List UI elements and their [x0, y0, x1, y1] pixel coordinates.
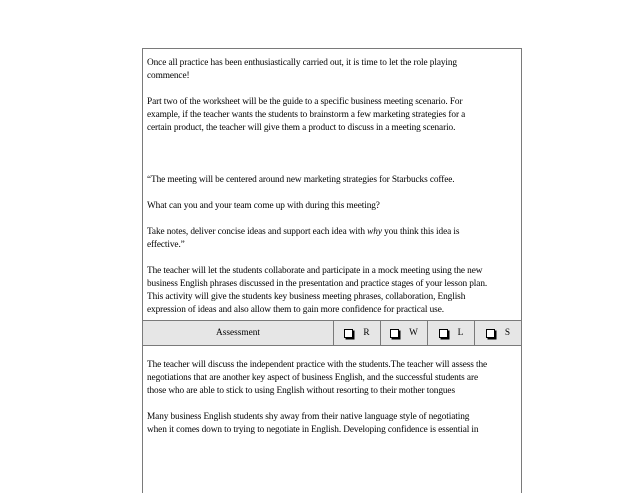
- assessment-row: [143, 321, 521, 345]
- skill-label: R: [363, 328, 370, 338]
- text-line: This activity will give the students key business meeting phrases, collaboration, English: [147, 292, 466, 302]
- assessment-section: [143, 345, 521, 493]
- skill-listening: [428, 321, 475, 345]
- paragraph-independent-practice: [147, 359, 513, 398]
- skill-speaking: [475, 321, 521, 345]
- paragraph-roleplay-intro: [147, 57, 513, 83]
- text-line: those who are able to stick to using English without resorting to their mother tongues: [147, 386, 455, 396]
- practice-section: [143, 49, 521, 321]
- text-line: business English phrases discussed in the presentation and practice stages of your lesson plan.: [147, 279, 488, 289]
- text-line: The teacher will discuss the independent practice with the students.The teacher will assess the: [147, 360, 488, 370]
- text-line: What can you and your team come up with during this meeting?: [147, 201, 380, 211]
- emphasis-why: why: [367, 227, 382, 237]
- checkbox-icon[interactable]: [486, 329, 495, 338]
- text-line: you think this idea is: [381, 227, 460, 237]
- skill-reading: [334, 321, 381, 345]
- text-line: Many business English students shy away from their native language style of negotiating: [147, 412, 470, 422]
- lesson-plan-page: [142, 48, 522, 493]
- text-line: The teacher will let the students collaborate and participate in a mock meeting using the new: [147, 266, 483, 276]
- text-line: Once all practice has been enthusiastically carried out, it is time to let the role playing: [147, 58, 457, 68]
- text-line: commence!: [147, 71, 190, 81]
- assessment-title: Assessment: [143, 321, 334, 345]
- text-line: example, if the teacher wants the students to brainstorm a few marketing strategies for a: [147, 110, 466, 120]
- text-line: certain product, the teacher will give them a product to discuss in a meeting scenario.: [147, 123, 456, 133]
- paragraph-worksheet-part-two: [147, 96, 513, 135]
- paragraph-meeting-quote: [147, 174, 513, 187]
- skill-writing: [381, 321, 428, 345]
- paragraph-mock-meeting: [147, 265, 513, 317]
- paragraph-meeting-question: [147, 200, 513, 213]
- skill-label: W: [409, 328, 418, 338]
- skill-label: S: [504, 328, 511, 338]
- skill-label: L: [457, 328, 464, 338]
- text-line: expression of ideas and also allow them to gain more confidence for practical use.: [147, 305, 444, 315]
- text-line: Part two of the worksheet will be the guide to a specific business meeting scenario. For: [147, 97, 463, 107]
- text-line: “The meeting will be centered around new marketing strategies for Starbucks coffee.: [147, 175, 455, 185]
- checkbox-icon[interactable]: [344, 329, 353, 338]
- text-line: when it comes down to trying to negotiate in English. Developing confidence is essential in: [147, 425, 479, 435]
- paragraph-take-notes: [147, 226, 513, 252]
- text-line: negotiations that are another key aspect of business English, and the successful students are: [147, 373, 478, 383]
- text-line: Take notes, deliver concise ideas and support each idea with: [147, 227, 368, 237]
- checkbox-icon[interactable]: [390, 329, 399, 338]
- checkbox-icon[interactable]: [439, 329, 448, 338]
- text-line: effective.”: [147, 240, 185, 250]
- paragraph-negotiating-style: [147, 411, 513, 437]
